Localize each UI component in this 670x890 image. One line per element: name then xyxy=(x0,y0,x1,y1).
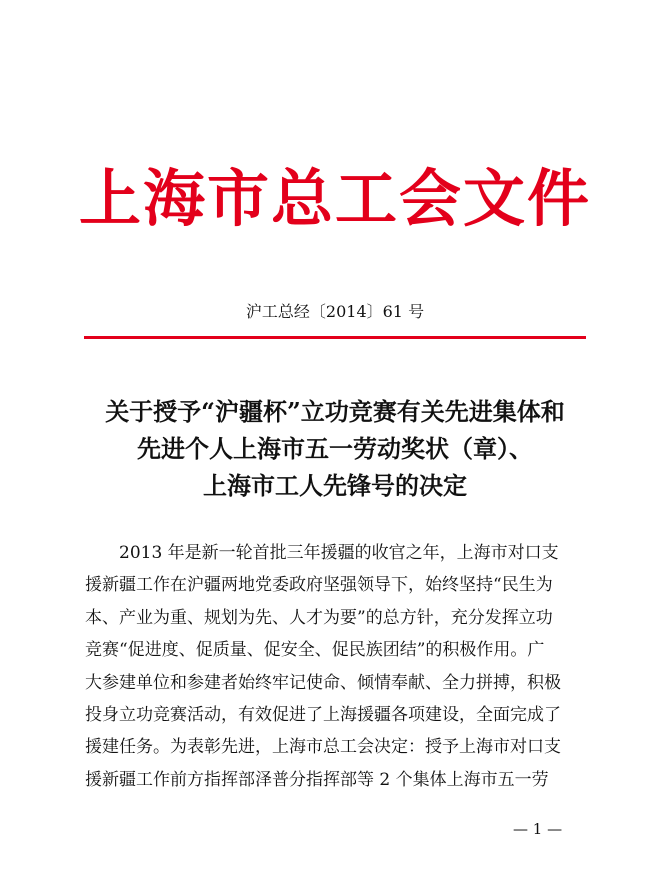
title-line: 上海市工人先锋号的决定 xyxy=(203,471,467,500)
document-title xyxy=(60,393,610,504)
body-line: 投身立功竞赛活动，有效促进了上海援疆各项建设，全面完成了 xyxy=(85,705,561,726)
body-line: 本、产业为重、规划为先、人才为要”的总方针，充分发挥立功 xyxy=(85,607,553,628)
title-line: 先进个人上海市五一劳动奖状（章）、 xyxy=(137,434,533,463)
masthead-title: 上海市总工会文件 xyxy=(78,162,591,235)
body-paragraph xyxy=(85,537,587,796)
body-line: 援建任务。为表彰先进，上海市总工会决定：授予上海市对口支 xyxy=(85,737,561,758)
body-line: 援新疆工作在沪疆两地党委政府坚强领导下，始终坚持“民生为 xyxy=(85,575,553,596)
red-divider-line xyxy=(84,336,586,339)
body-line: 大参建单位和参建者始终牢记使命、倾情奉献、全力拼搏，积极 xyxy=(85,672,561,693)
body-line: 援新疆工作前方指挥部泽普分指挥部等 2 个集体上海市五一劳 xyxy=(85,769,549,790)
body-line: 2013 年是新一轮首批三年援疆的收官之年，上海市对口支 xyxy=(85,543,559,563)
document-number: 沪工总经〔2014〕61 号 xyxy=(245,302,425,321)
body-line: 竞赛“促进度、促质量、促安全、促民族团结”的积极作用。广 xyxy=(85,640,545,661)
title-line: 关于授予“沪疆杯”立功竞赛有关先进集体和 xyxy=(105,397,565,426)
page-number: — 1 — xyxy=(513,820,563,838)
